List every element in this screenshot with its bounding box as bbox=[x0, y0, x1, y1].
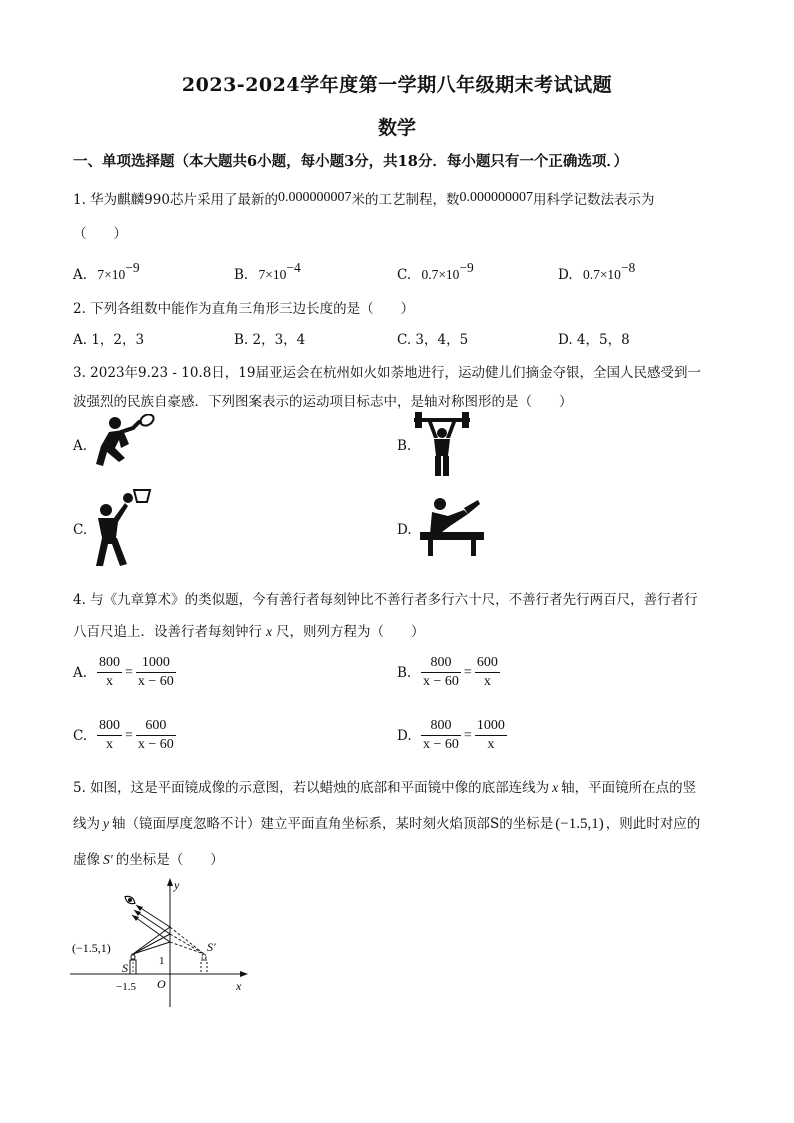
q1-number-1: 0.000000007 bbox=[277, 190, 352, 205]
left-fraction bbox=[97, 654, 122, 691]
question-2-text: 2. 下列各组数中能作为直角三角形三边长度的是（ ） bbox=[73, 301, 415, 317]
q5-line-2-a: 线为 bbox=[73, 816, 100, 832]
option-coef: 0.7×10 bbox=[421, 267, 460, 282]
question-3-line-1: 3. 2023年9.23 - 10.8日，19届亚运会在杭州如火如荼地进行，运动健儿们摘金夺银，全国人民感受到一 bbox=[73, 365, 701, 381]
q3-option-b-label[interactable]: B. bbox=[397, 438, 412, 454]
s-label: S bbox=[122, 961, 128, 975]
q3-option-d-label[interactable]: D. bbox=[397, 522, 412, 538]
q5-line-2-c: ，则此时对应的 bbox=[605, 816, 701, 832]
candle-s-prime bbox=[201, 960, 207, 974]
question-5-line-1 bbox=[73, 776, 696, 796]
equals-sign: = bbox=[463, 664, 472, 680]
x-axis-arrow bbox=[240, 971, 248, 977]
origin-label: O bbox=[157, 977, 166, 991]
numerator: 800 bbox=[421, 717, 461, 736]
numerator: 1000 bbox=[475, 717, 507, 736]
exam-subject: 数学 bbox=[377, 117, 416, 139]
basketball-player-icon[interactable] bbox=[92, 488, 154, 568]
left-fraction bbox=[97, 717, 122, 754]
option-coef: 7×10 bbox=[258, 267, 287, 282]
q1-answer-paren: （ ） bbox=[73, 226, 127, 242]
q2-option-a[interactable]: A. 1，2，3 bbox=[73, 332, 145, 348]
option-label: C. bbox=[397, 267, 412, 283]
q5-coordinate: (−1.5,1) bbox=[555, 816, 604, 832]
question-4-line-2 bbox=[73, 620, 425, 640]
numerator: 600 bbox=[136, 717, 176, 736]
denominator: x bbox=[106, 674, 113, 689]
q5-line-3-a: 虚像 bbox=[73, 852, 100, 868]
q2-option-d[interactable]: D. 4，5，8 bbox=[558, 332, 630, 348]
denominator: x − 60 bbox=[423, 737, 459, 752]
q5-y-variable: y bbox=[103, 816, 109, 831]
q1-text-a: 1. 华为麒麟990芯片采用了最新的 bbox=[73, 192, 278, 208]
equals-sign: = bbox=[463, 727, 472, 743]
q3-option-a-label[interactable]: A. bbox=[73, 438, 88, 454]
option-exp: −4 bbox=[286, 260, 301, 275]
option-coef: 7×10 bbox=[97, 267, 126, 282]
y-axis-label: y bbox=[174, 878, 180, 892]
option-label: B. bbox=[234, 267, 249, 283]
q5-line-1-b: 轴，平面镜所在点的竖 bbox=[561, 780, 697, 796]
q5-line-3-b: 的坐标是（ ） bbox=[115, 852, 224, 868]
q5-line-1-a: 5. 如图，这是平面镜成像的示意图，若以蜡烛的底部和平面镜中像的底部连线为 bbox=[73, 780, 550, 796]
denominator: x − 60 bbox=[137, 674, 174, 689]
right-fraction bbox=[136, 654, 176, 691]
q1-text-b: 米的工艺制程，数 bbox=[351, 192, 460, 208]
q1-option-b[interactable] bbox=[234, 260, 301, 283]
left-fraction bbox=[421, 654, 461, 691]
y-tick-label: 1 bbox=[159, 955, 165, 967]
numerator: 800 bbox=[97, 717, 122, 736]
q1-option-a[interactable] bbox=[73, 260, 140, 283]
q1-number-2: 0.000000007 bbox=[459, 190, 533, 205]
option-label: A. bbox=[73, 267, 88, 283]
numerator: 600 bbox=[475, 654, 500, 673]
option-coef: 0.7×10 bbox=[582, 267, 621, 282]
right-fraction bbox=[136, 717, 176, 754]
question-4-line-1: 4. 与《九章算术》的类似题，今有善行者每刻钟比不善行者多行六十尺，不善行者先行两百尺，善行者行 bbox=[73, 592, 698, 608]
denominator: x − 60 bbox=[423, 674, 459, 689]
equals-sign: = bbox=[125, 727, 133, 743]
exam-title: 2023-2024学年度第一学期八年级期末考试试题 bbox=[181, 74, 613, 96]
section-heading: 一、单项选择题（本大题共6小题，每小题3分，共18分．每小题只有一个正确选项．） bbox=[73, 153, 629, 170]
question-1-line-1 bbox=[73, 188, 654, 208]
q1-option-c[interactable] bbox=[397, 260, 474, 283]
ray-1 bbox=[133, 927, 170, 954]
denominator: x − 60 bbox=[137, 737, 174, 752]
tennis-player-icon[interactable] bbox=[93, 414, 163, 476]
q4-option-c[interactable] bbox=[73, 717, 176, 754]
equals-sign: = bbox=[125, 664, 133, 680]
q5-s-prime: S′ bbox=[103, 852, 113, 867]
q3-option-c-label[interactable]: C. bbox=[73, 522, 88, 538]
q4-option-a[interactable] bbox=[73, 654, 176, 691]
s-prime-label: S′ bbox=[207, 940, 216, 954]
q4-option-b[interactable] bbox=[397, 654, 500, 691]
option-label: C. bbox=[73, 727, 88, 744]
denominator: x bbox=[487, 737, 495, 752]
right-fraction bbox=[475, 717, 507, 754]
option-label: D. bbox=[397, 727, 412, 744]
option-exp: −9 bbox=[459, 260, 474, 275]
q4-line-2-b: 尺，则列方程为（ ） bbox=[276, 624, 425, 640]
question-5-line-2 bbox=[73, 812, 700, 833]
numerator: 800 bbox=[97, 654, 122, 673]
point-coordinate-label: (−1.5,1) bbox=[72, 941, 111, 955]
x-tick-label: −1.5 bbox=[116, 981, 136, 993]
flame-s-prime bbox=[202, 954, 206, 960]
option-label: B. bbox=[397, 664, 412, 681]
option-label: A. bbox=[73, 664, 88, 681]
right-fraction bbox=[475, 654, 500, 691]
numerator: 800 bbox=[421, 654, 461, 673]
q5-x-variable: x bbox=[552, 780, 559, 795]
q5-line-2-b: 轴（镜面厚度忽略不计）建立平面直角坐标系，某时刻火焰顶部S的坐标是 bbox=[112, 816, 554, 832]
q4-option-d[interactable] bbox=[397, 717, 507, 754]
left-fraction bbox=[421, 717, 461, 754]
x-axis-label: x bbox=[236, 979, 242, 993]
q4-line-2-a: 八百尺追上．设善行者每刻钟行 bbox=[73, 624, 262, 640]
q2-option-c[interactable]: C. 3，4，5 bbox=[397, 332, 469, 348]
weightlifter-icon[interactable] bbox=[414, 412, 470, 478]
q1-text-c: 用科学记数法表示为 bbox=[532, 192, 655, 208]
numerator: 1000 bbox=[136, 654, 176, 673]
option-exp: −8 bbox=[620, 260, 636, 275]
y-axis-arrow bbox=[167, 878, 173, 886]
question-5-line-3 bbox=[73, 848, 224, 868]
option-exp: −9 bbox=[125, 260, 140, 275]
q1-option-d[interactable] bbox=[558, 260, 635, 283]
q2-option-b[interactable]: B. 2，3，4 bbox=[234, 332, 306, 348]
option-label: D. bbox=[558, 267, 573, 283]
pommel-horse-icon[interactable] bbox=[420, 496, 484, 558]
mirror-reflection-figure bbox=[70, 872, 260, 1012]
denominator: x bbox=[483, 674, 491, 689]
q4-variable: x bbox=[266, 624, 272, 639]
question-3-line-2: 波强烈的民族自豪感．下列图案表示的运动项目标志中，是轴对称图形的是（ ） bbox=[73, 394, 573, 410]
denominator: x bbox=[106, 737, 113, 752]
